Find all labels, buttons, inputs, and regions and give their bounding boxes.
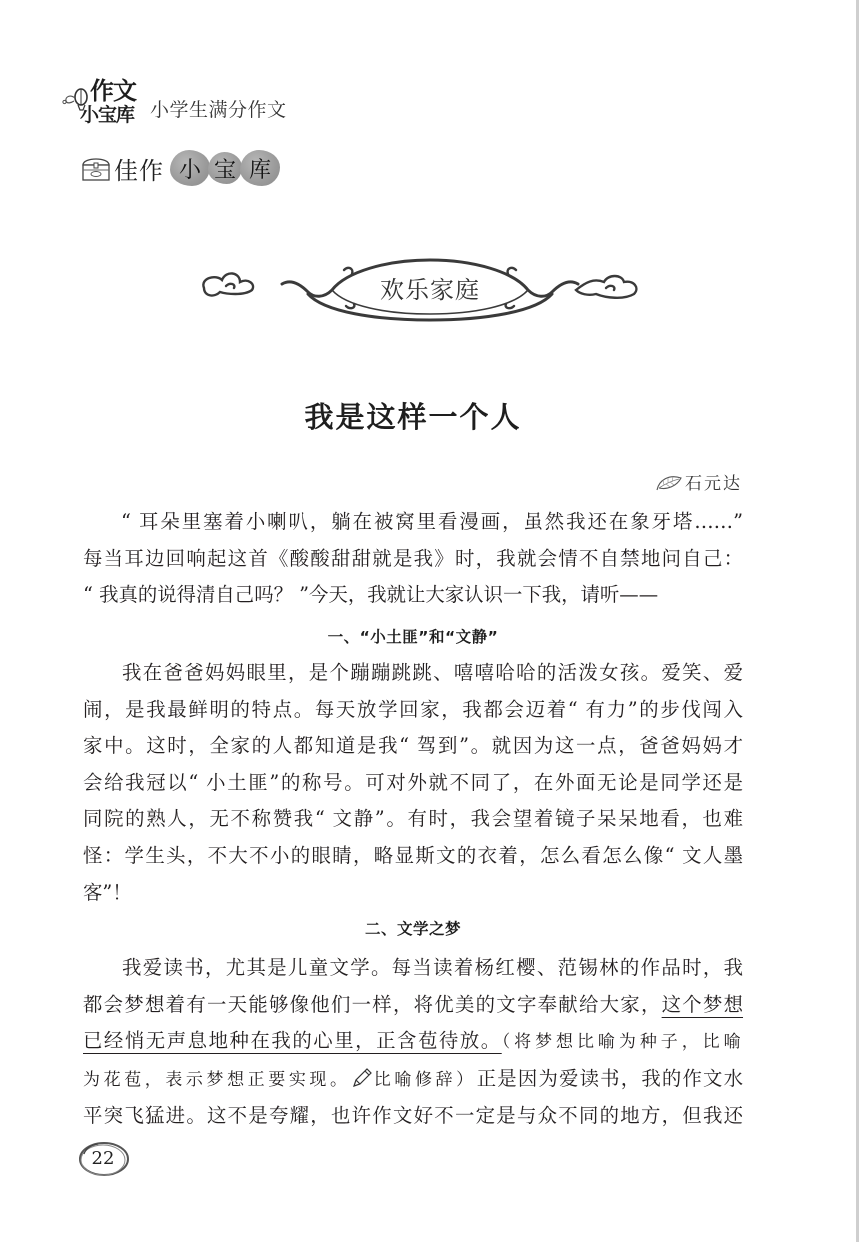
text-line: 会给我冠以“ 小土匪”的称号。可对外就不同了，在外面无论是同学还是 <box>83 770 743 794</box>
article-title: 我是这样一个人 <box>304 400 522 434</box>
author-name: 石元达 <box>685 474 742 494</box>
book-subtitle: 小学生满分作文 <box>150 99 287 121</box>
stone-char-1: 小 <box>170 150 210 186</box>
book-brand <box>62 78 287 130</box>
category-title: 欢乐家庭 <box>380 276 480 304</box>
section-heading-1: 一、“小土匪”和“文静” <box>327 628 499 646</box>
text-segment: 都会梦想着有一天能够像他们一样，将优美的文字奉献给大家， <box>83 992 662 1016</box>
text-line: 我在爸爸妈妈眼里，是个蹦蹦跳跳、嘻嘻哈哈的活泼女孩。爱笑、爱 <box>122 661 743 684</box>
section-1-paragraph <box>83 655 743 911</box>
text-line: 每当耳边回响起这首《酸酸甜甜就是我》时，我就会情不自禁地问自己： <box>83 546 743 570</box>
logo-line-2: 小宝库 <box>80 104 135 126</box>
annotation-note: 为花苞，表示梦想正要实现。 <box>83 1069 351 1090</box>
pencil-icon <box>351 1068 373 1088</box>
page-number-badge <box>76 1140 130 1178</box>
text-line: 平突飞猛进。这不是夸耀，也许作文好不一定是与众不同的地方，但我还 <box>83 1104 743 1128</box>
annotation-note: （将梦想比喻为种子，比喻 <box>501 1032 743 1053</box>
text-line: “ 我真的说得清自己吗？ ”今天，我就让大家认识一下我，请听—— <box>83 583 659 607</box>
text-line: 我爱读书，尤其是儿童文学。每当读着杨红樱、范锡林的作品时，我 <box>122 956 743 979</box>
text-line: 家中。这时，全家的人都知道是我“ 驾到”。就因为这一点，爸爸妈妈才 <box>83 734 743 758</box>
stone-char-3: 库 <box>240 150 280 186</box>
text-line <box>83 1023 743 1061</box>
treasure-chest-icon <box>80 153 112 183</box>
text-line: “ 耳朵里塞着小喇叭，躺在被窝里看漫画，虽然我还在象牙塔……” <box>121 510 743 533</box>
underlined-metaphor: 这个梦想 <box>661 992 744 1016</box>
intro-paragraph <box>83 504 743 614</box>
leaf-icon <box>655 472 683 492</box>
section-heading-2: 二、文学之梦 <box>364 920 461 938</box>
column-heading <box>80 150 278 186</box>
author-byline <box>655 469 742 494</box>
text-line <box>83 987 743 1024</box>
text-line: 闹，是我最鲜明的特点。每天放学回家，我都会迈着“ 有力”的步伐闯入 <box>83 697 743 721</box>
brand-logo <box>62 78 150 130</box>
underlined-metaphor: 已经悄无声息地种在我的心里，正含苞待放。 <box>83 1029 502 1053</box>
annotation-tag: 比喻修辞） <box>372 1069 477 1090</box>
column-prefix: 佳作 <box>114 156 164 185</box>
page-number: 22 <box>91 1148 115 1169</box>
stone-char-2: 宝 <box>208 152 242 184</box>
text-line: 客”！ <box>83 880 132 904</box>
text-segment: 正是因为爱读书，我的作文水 <box>476 1066 744 1090</box>
section-2-paragraph <box>83 950 743 1135</box>
text-line <box>83 1061 743 1099</box>
text-line: 怪：学生头，不大不小的眼睛，略显斯文的衣着，怎么看怎么像“ 文人墨 <box>83 843 743 867</box>
page-edge <box>856 0 859 1242</box>
logo-line-1: 作文 <box>90 77 136 105</box>
category-banner <box>196 248 664 330</box>
text-line: 同院的熟人，无不称赞我“ 文静”。有时，我会望着镜子呆呆地看，也难 <box>83 807 743 831</box>
